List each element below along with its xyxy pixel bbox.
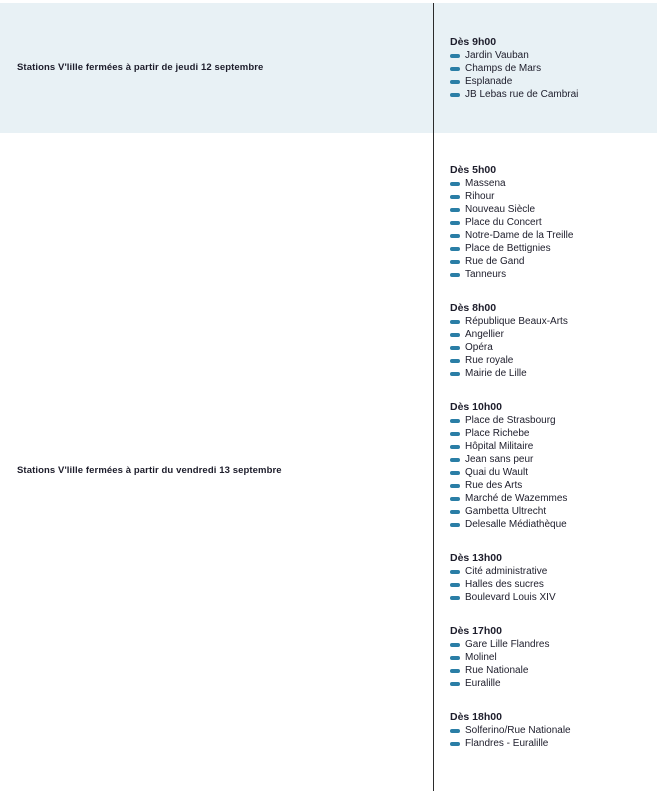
- station-list-item: [450, 203, 573, 216]
- station-name: Quai du Wault: [465, 467, 528, 478]
- station-list-item: [450, 492, 573, 505]
- station-list-item: [450, 440, 573, 453]
- time-heading: Dès 10h00: [450, 401, 502, 413]
- bullet-dash-icon: [450, 596, 460, 600]
- station-name: Esplanade: [465, 76, 513, 87]
- column-divider: [433, 3, 434, 791]
- station-list-item: [450, 724, 573, 737]
- station-name: Rihour: [465, 191, 495, 202]
- row-label: Stations V'lille fermées à partir de jeudi 12 septembre: [17, 62, 264, 73]
- station-list-item: [450, 505, 573, 518]
- bullet-dash-icon: [450, 510, 460, 514]
- station-name: JB Lebas rue de Cambrai: [465, 89, 579, 100]
- station-list-item: [450, 49, 578, 62]
- station-list-item: [450, 341, 573, 354]
- station-name: Notre-Dame de la Treille: [465, 230, 574, 241]
- station-name: République Beaux-Arts: [465, 316, 568, 327]
- time-group: [450, 302, 573, 380]
- row-label: Stations V'lille fermées à partir du vendredi 13 septembre: [17, 465, 282, 476]
- bullet-dash-icon: [450, 419, 460, 423]
- station-name: Place Richebe: [465, 428, 530, 439]
- station-name: Delesalle Médiathèque: [465, 519, 567, 530]
- bullet-dash-icon: [450, 54, 460, 58]
- station-name: Champs de Mars: [465, 63, 542, 74]
- bullet-dash-icon: [450, 221, 460, 225]
- bullet-dash-icon: [450, 234, 460, 238]
- bullet-dash-icon: [450, 80, 460, 84]
- bullet-dash-icon: [450, 458, 460, 462]
- station-list-item: [450, 229, 573, 242]
- table-row: [0, 3, 657, 133]
- bullet-dash-icon: [450, 67, 460, 71]
- bullet-dash-icon: [450, 729, 460, 733]
- bullet-dash-icon: [450, 643, 460, 647]
- station-list-item: [450, 255, 573, 268]
- bullet-dash-icon: [450, 445, 460, 449]
- bullet-dash-icon: [450, 195, 460, 199]
- station-name: Nouveau Siècle: [465, 204, 536, 215]
- station-list-item: [450, 518, 573, 531]
- time-group: [450, 625, 573, 690]
- bullet-dash-icon: [450, 523, 460, 527]
- bullet-dash-icon: [450, 273, 460, 277]
- bullet-dash-icon: [450, 359, 460, 363]
- bullet-dash-icon: [450, 182, 460, 186]
- time-group: [450, 552, 573, 604]
- station-list-item: [450, 88, 578, 101]
- time-heading: Dès 13h00: [450, 552, 502, 564]
- station-list-item: [450, 354, 573, 367]
- station-list-item: [450, 565, 573, 578]
- bullet-dash-icon: [450, 570, 460, 574]
- time-heading: Dès 8h00: [450, 302, 497, 314]
- station-name: Jean sans peur: [465, 454, 534, 465]
- station-name: Massena: [465, 178, 506, 189]
- bullet-dash-icon: [450, 260, 460, 264]
- time-heading: Dès 17h00: [450, 625, 502, 637]
- station-list-item: [450, 638, 573, 651]
- bullet-dash-icon: [450, 742, 460, 746]
- station-name: Gambetta Ultrecht: [465, 506, 547, 517]
- station-name: Rue de Gand: [465, 256, 525, 267]
- time-heading: Dès 9h00: [450, 36, 497, 48]
- station-list-item: [450, 414, 573, 427]
- time-heading: Dès 18h00: [450, 711, 502, 723]
- bullet-dash-icon: [450, 669, 460, 673]
- station-name: Euralille: [465, 678, 501, 689]
- station-name: Hôpital Militaire: [465, 441, 534, 452]
- bullet-dash-icon: [450, 320, 460, 324]
- station-name: Marché de Wazemmes: [465, 493, 568, 504]
- station-list-item: [450, 453, 573, 466]
- station-name: Rue royale: [465, 355, 514, 366]
- station-name: Cité administrative: [465, 566, 548, 577]
- station-name: Mairie de Lille: [465, 368, 527, 379]
- table-row: [0, 133, 657, 791]
- station-list-item: [450, 737, 573, 750]
- station-name: Flandres - Euralille: [465, 738, 549, 749]
- station-list-item: [450, 177, 573, 190]
- station-name: Angellier: [465, 329, 504, 340]
- station-list-item: [450, 664, 573, 677]
- station-name: Molinel: [465, 652, 497, 663]
- station-name: Solferino/Rue Nationale: [465, 725, 571, 736]
- time-group: [450, 36, 578, 101]
- station-name: Boulevard Louis XIV: [465, 592, 556, 603]
- time-group: [450, 164, 573, 281]
- bullet-dash-icon: [450, 432, 460, 436]
- station-list-item: [450, 62, 578, 75]
- station-name: Halles des sucres: [465, 579, 544, 590]
- bullet-dash-icon: [450, 93, 460, 97]
- bullet-dash-icon: [450, 247, 460, 251]
- bullet-dash-icon: [450, 682, 460, 686]
- station-list-item: [450, 216, 573, 229]
- station-list-item: [450, 190, 573, 203]
- bullet-dash-icon: [450, 484, 460, 488]
- station-list-item: [450, 677, 573, 690]
- station-list-item: [450, 466, 573, 479]
- station-list-item: [450, 427, 573, 440]
- station-list-item: [450, 242, 573, 255]
- station-list-item: [450, 75, 578, 88]
- station-name: Place de Bettignies: [465, 243, 551, 254]
- time-group: [450, 401, 573, 531]
- station-name: Jardin Vauban: [465, 50, 529, 61]
- schedule-column: [450, 36, 578, 122]
- station-name: Tanneurs: [465, 269, 507, 280]
- schedule-column: [450, 164, 573, 771]
- station-list-item: [450, 578, 573, 591]
- bullet-dash-icon: [450, 656, 460, 660]
- station-list-item: [450, 315, 573, 328]
- station-list-item: [450, 651, 573, 664]
- bullet-dash-icon: [450, 208, 460, 212]
- station-name: Gare Lille Flandres: [465, 639, 550, 650]
- bullet-dash-icon: [450, 333, 460, 337]
- time-group: [450, 711, 573, 750]
- station-name: Opéra: [465, 342, 493, 353]
- time-heading: Dès 5h00: [450, 164, 497, 176]
- station-name: Rue des Arts: [465, 480, 523, 491]
- bullet-dash-icon: [450, 583, 460, 587]
- station-list-item: [450, 367, 573, 380]
- bullet-dash-icon: [450, 471, 460, 475]
- station-list-item: [450, 328, 573, 341]
- bullet-dash-icon: [450, 372, 460, 376]
- station-list-item: [450, 479, 573, 492]
- bullet-dash-icon: [450, 497, 460, 501]
- station-name: Place de Strasbourg: [465, 415, 556, 426]
- bullet-dash-icon: [450, 346, 460, 350]
- station-name: Place du Concert: [465, 217, 542, 228]
- station-name: Rue Nationale: [465, 665, 529, 676]
- station-list-item: [450, 268, 573, 281]
- station-list-item: [450, 591, 573, 604]
